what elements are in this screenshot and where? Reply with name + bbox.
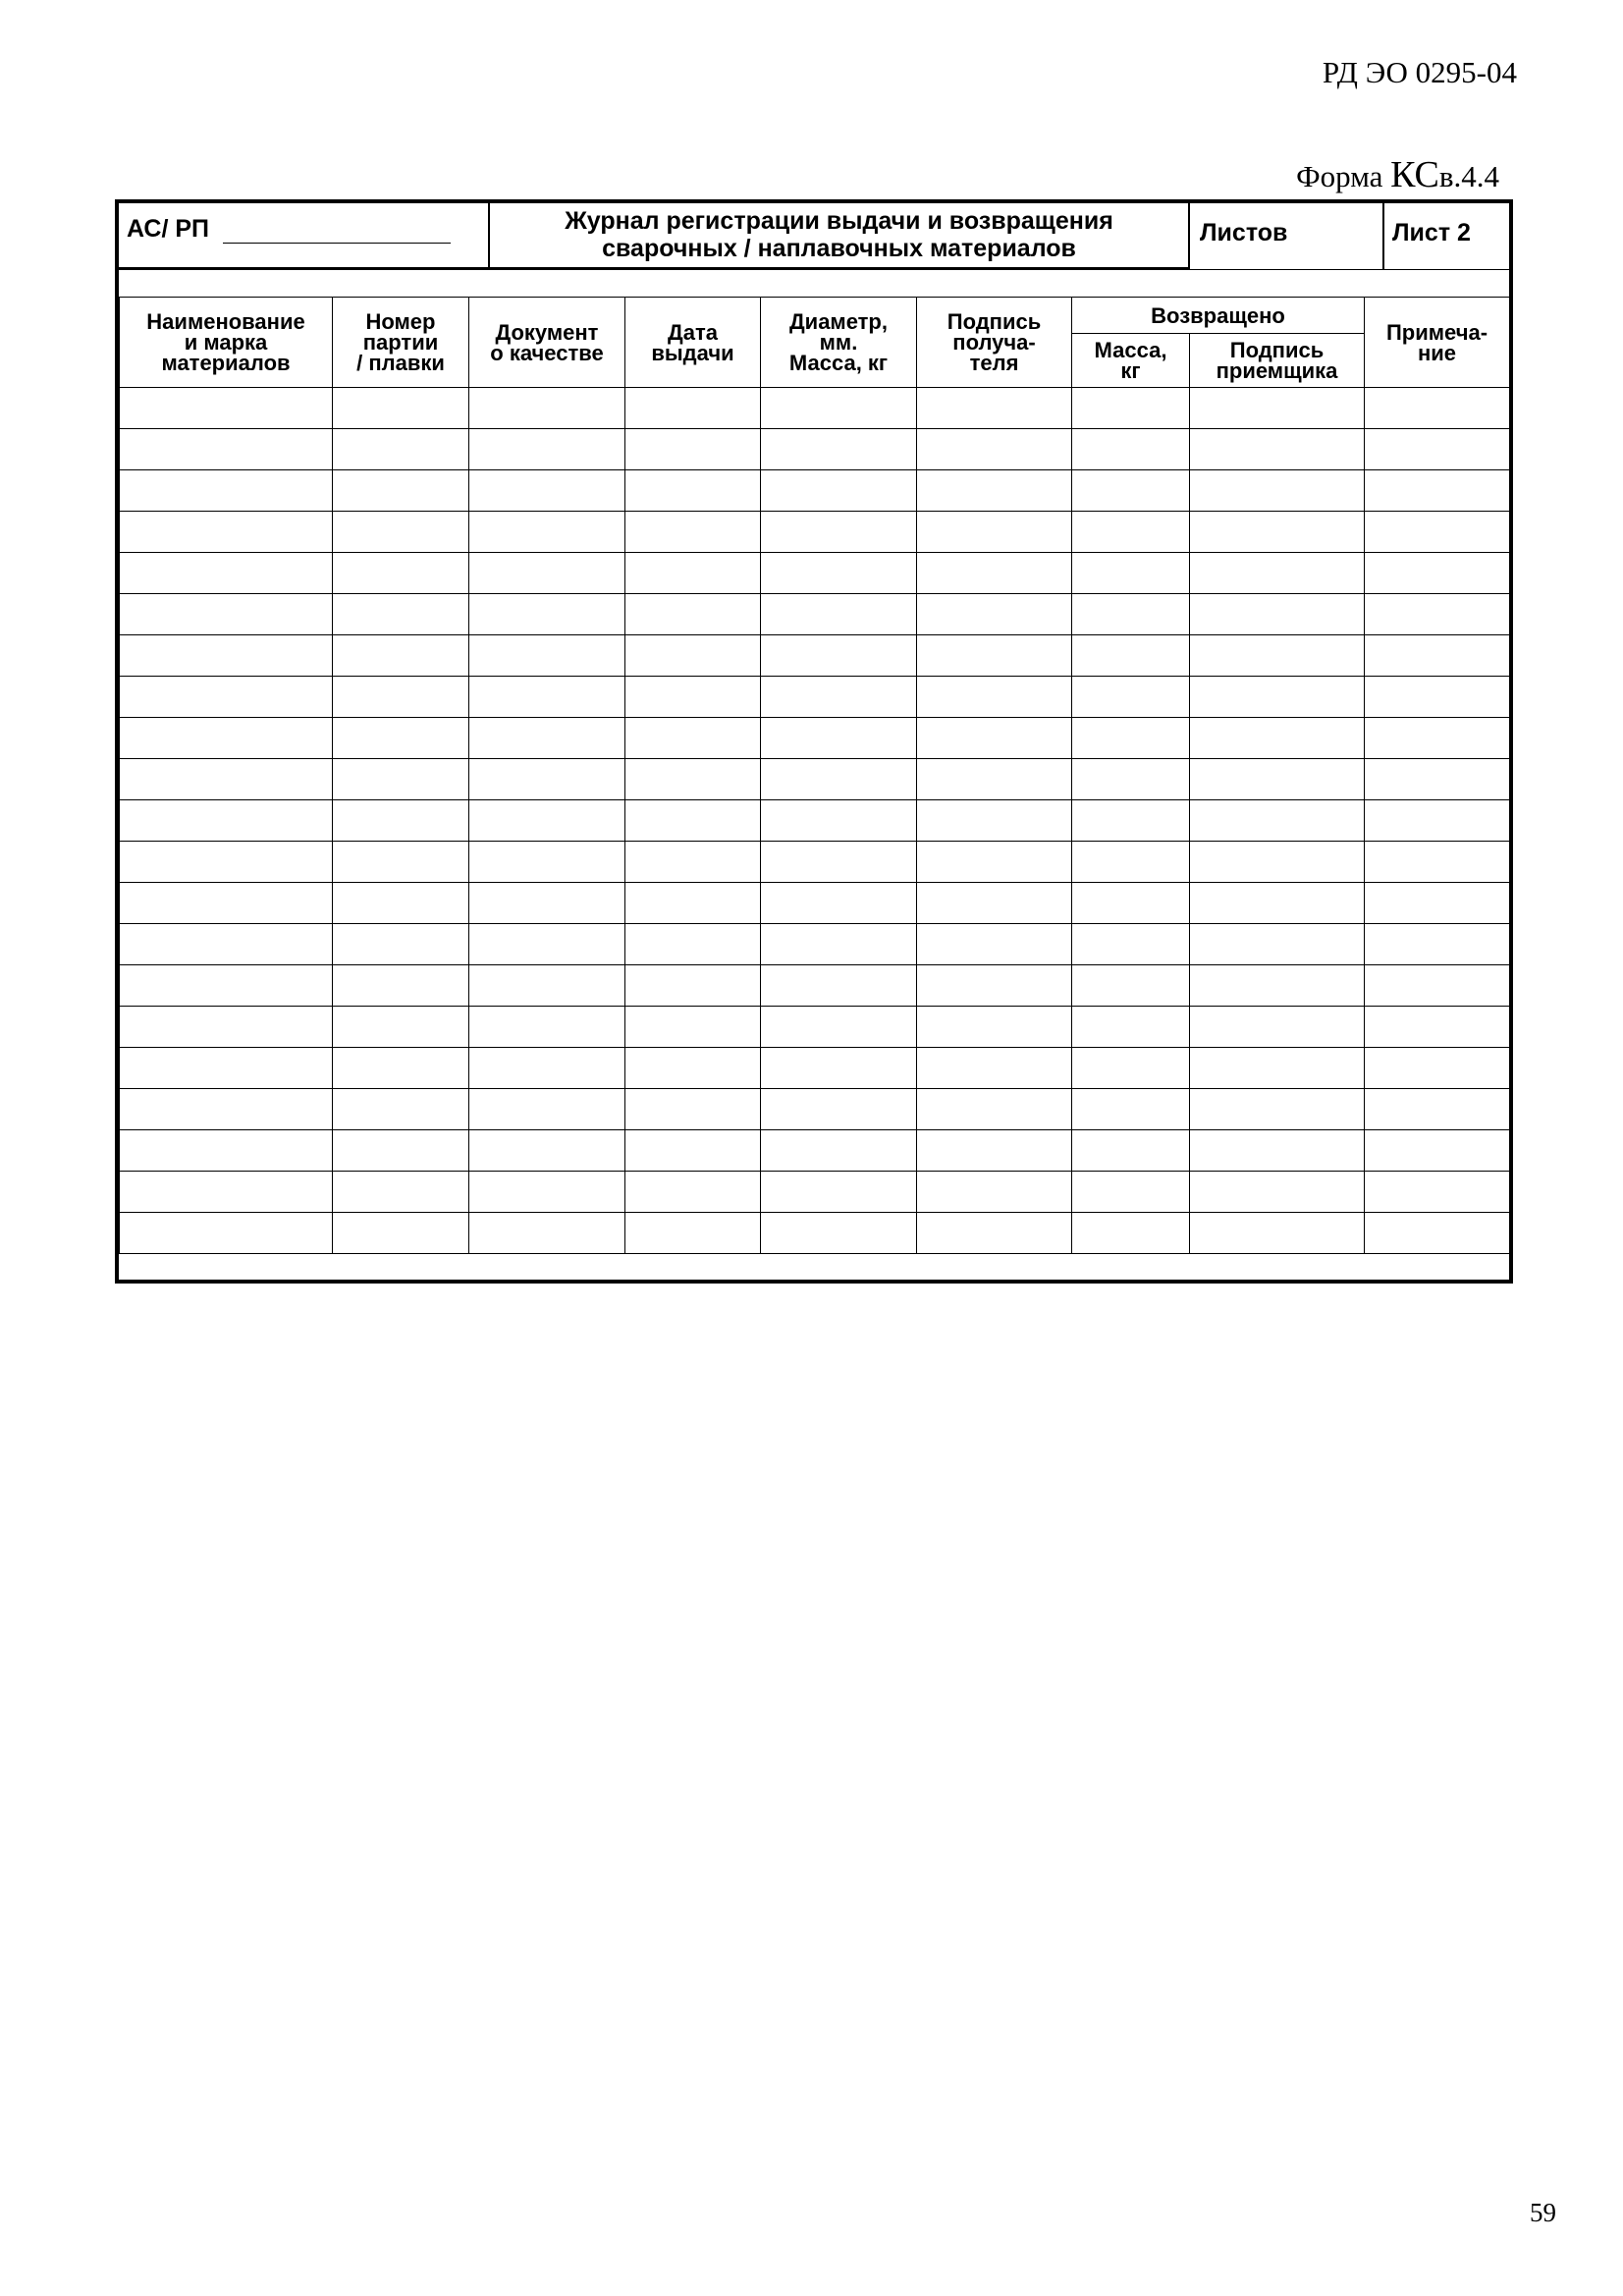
table-cell[interactable] bbox=[761, 1130, 917, 1172]
table-cell[interactable] bbox=[625, 388, 761, 429]
table-cell[interactable] bbox=[761, 842, 917, 883]
table-cell[interactable] bbox=[333, 883, 469, 924]
table-cell[interactable] bbox=[1072, 594, 1190, 635]
table-cell[interactable] bbox=[120, 718, 333, 759]
table-cell[interactable] bbox=[120, 677, 333, 718]
table-cell[interactable] bbox=[469, 759, 625, 800]
table-cell[interactable] bbox=[333, 800, 469, 842]
table-cell[interactable] bbox=[120, 1172, 333, 1213]
table-cell[interactable] bbox=[120, 924, 333, 965]
table-cell[interactable] bbox=[333, 429, 469, 470]
table-row bbox=[120, 759, 1510, 800]
table-cell[interactable] bbox=[761, 512, 917, 553]
table-cell[interactable] bbox=[625, 965, 761, 1007]
table-cell[interactable] bbox=[761, 759, 917, 800]
table-cell[interactable] bbox=[625, 718, 761, 759]
table-cell[interactable] bbox=[1365, 800, 1510, 842]
table-cell[interactable] bbox=[469, 388, 625, 429]
table-cell[interactable] bbox=[761, 388, 917, 429]
table-cell[interactable] bbox=[761, 677, 917, 718]
table-cell[interactable] bbox=[469, 1089, 625, 1130]
table-row bbox=[120, 512, 1510, 553]
table-cell[interactable] bbox=[761, 1172, 917, 1213]
table-cell[interactable] bbox=[333, 965, 469, 1007]
table-cell[interactable] bbox=[761, 800, 917, 842]
table-cell[interactable] bbox=[625, 470, 761, 512]
table-cell[interactable] bbox=[625, 677, 761, 718]
table-cell[interactable] bbox=[1072, 965, 1190, 1007]
table-cell[interactable] bbox=[917, 1213, 1072, 1254]
journal-table bbox=[119, 297, 1510, 1254]
table-cell[interactable] bbox=[469, 718, 625, 759]
table-cell[interactable] bbox=[1072, 512, 1190, 553]
table-cell[interactable] bbox=[625, 553, 761, 594]
table-cell[interactable] bbox=[625, 1089, 761, 1130]
table-cell[interactable] bbox=[625, 512, 761, 553]
table-cell[interactable] bbox=[625, 594, 761, 635]
table-cell[interactable] bbox=[1190, 1048, 1365, 1089]
table-cell[interactable] bbox=[761, 429, 917, 470]
table-cell[interactable] bbox=[625, 842, 761, 883]
column-header-acceptor-signature: Подпись приемщика bbox=[1190, 334, 1365, 388]
table-cell[interactable] bbox=[625, 1007, 761, 1048]
column-header-receiver-signature: Подпись получа- теля bbox=[917, 298, 1072, 388]
table-cell[interactable] bbox=[1365, 635, 1510, 677]
table-cell[interactable] bbox=[469, 1213, 625, 1254]
table-cell[interactable] bbox=[1190, 553, 1365, 594]
table-cell[interactable] bbox=[917, 512, 1072, 553]
table-cell[interactable] bbox=[917, 1172, 1072, 1213]
table-cell[interactable] bbox=[469, 924, 625, 965]
table-cell[interactable] bbox=[469, 800, 625, 842]
table-cell[interactable] bbox=[1190, 759, 1365, 800]
table-cell[interactable] bbox=[333, 842, 469, 883]
document-code: РД ЭО 0295-04 bbox=[1322, 55, 1517, 89]
table-cell[interactable] bbox=[761, 965, 917, 1007]
table-cell[interactable] bbox=[469, 1130, 625, 1172]
table-cell[interactable] bbox=[625, 1172, 761, 1213]
table-cell[interactable] bbox=[761, 1007, 917, 1048]
table-cell[interactable] bbox=[469, 594, 625, 635]
as-rp-label: АС/ РП bbox=[127, 215, 210, 243]
table-cell[interactable] bbox=[1365, 388, 1510, 429]
table-cell[interactable] bbox=[1365, 718, 1510, 759]
table-cell[interactable] bbox=[917, 924, 1072, 965]
table-row bbox=[120, 470, 1510, 512]
table-cell[interactable] bbox=[1190, 800, 1365, 842]
table-cell[interactable] bbox=[1190, 924, 1365, 965]
table-row bbox=[120, 635, 1510, 677]
table-cell[interactable] bbox=[761, 470, 917, 512]
table-cell[interactable] bbox=[761, 553, 917, 594]
table-cell[interactable] bbox=[625, 635, 761, 677]
table-cell[interactable] bbox=[1072, 1130, 1190, 1172]
table-cell[interactable] bbox=[469, 883, 625, 924]
table-cell[interactable] bbox=[761, 924, 917, 965]
table-cell[interactable] bbox=[1072, 759, 1190, 800]
table-cell[interactable] bbox=[333, 1089, 469, 1130]
table-cell[interactable] bbox=[1072, 1172, 1190, 1213]
table-cell[interactable] bbox=[761, 883, 917, 924]
table-cell[interactable] bbox=[120, 635, 333, 677]
table-row bbox=[120, 1130, 1510, 1172]
table-cell[interactable] bbox=[120, 759, 333, 800]
table-cell[interactable] bbox=[625, 883, 761, 924]
table-cell[interactable] bbox=[1190, 1089, 1365, 1130]
table-cell[interactable] bbox=[1190, 718, 1365, 759]
table-cell[interactable] bbox=[1365, 965, 1510, 1007]
table-cell[interactable] bbox=[120, 594, 333, 635]
table-cell[interactable] bbox=[1072, 718, 1190, 759]
table-cell[interactable] bbox=[333, 1048, 469, 1089]
table-cell[interactable] bbox=[917, 1130, 1072, 1172]
table-cell[interactable] bbox=[917, 553, 1072, 594]
table-cell[interactable] bbox=[1072, 429, 1190, 470]
table-header-row-1 bbox=[120, 298, 1510, 334]
table-cell[interactable] bbox=[1365, 594, 1510, 635]
table-row bbox=[120, 388, 1510, 429]
table-cell[interactable] bbox=[1365, 924, 1510, 965]
table-cell[interactable] bbox=[761, 594, 917, 635]
table-cell[interactable] bbox=[120, 388, 333, 429]
table-cell[interactable] bbox=[469, 470, 625, 512]
column-header-document: Документ о качестве bbox=[469, 298, 625, 388]
table-cell[interactable] bbox=[333, 1007, 469, 1048]
table-cell[interactable] bbox=[1190, 883, 1365, 924]
table-cell[interactable] bbox=[333, 759, 469, 800]
table-cell[interactable] bbox=[1190, 594, 1365, 635]
page-number: 59 bbox=[1530, 2198, 1556, 2227]
table-cell[interactable] bbox=[1365, 883, 1510, 924]
table-cell[interactable] bbox=[1365, 1007, 1510, 1048]
table-cell[interactable] bbox=[917, 965, 1072, 1007]
table-cell[interactable] bbox=[1072, 842, 1190, 883]
table-cell[interactable] bbox=[469, 677, 625, 718]
table-cell[interactable] bbox=[761, 718, 917, 759]
table-cell[interactable] bbox=[333, 553, 469, 594]
table-cell[interactable] bbox=[917, 429, 1072, 470]
table-row bbox=[120, 883, 1510, 924]
table-cell[interactable] bbox=[333, 388, 469, 429]
column-header-batch: Номер партии / плавки bbox=[333, 298, 469, 388]
table-row bbox=[120, 1007, 1510, 1048]
table-cell[interactable] bbox=[1365, 677, 1510, 718]
table-cell[interactable] bbox=[1190, 429, 1365, 470]
table-cell[interactable] bbox=[1072, 553, 1190, 594]
table-cell[interactable] bbox=[120, 1048, 333, 1089]
table-cell[interactable] bbox=[333, 718, 469, 759]
table-cell[interactable] bbox=[120, 512, 333, 553]
table-row bbox=[120, 1213, 1510, 1254]
table-cell[interactable] bbox=[761, 635, 917, 677]
column-header-date: Дата выдачи bbox=[625, 298, 761, 388]
form-code-prefix: Форма bbox=[1296, 159, 1391, 193]
table-cell[interactable] bbox=[120, 842, 333, 883]
table-cell[interactable] bbox=[1072, 924, 1190, 965]
table-cell[interactable] bbox=[917, 759, 1072, 800]
table-cell[interactable] bbox=[1365, 553, 1510, 594]
as-rp-cell bbox=[119, 203, 490, 270]
table-cell[interactable] bbox=[1190, 388, 1365, 429]
table-cell[interactable] bbox=[1190, 677, 1365, 718]
table-cell[interactable] bbox=[120, 553, 333, 594]
table-cell[interactable] bbox=[625, 429, 761, 470]
table-row bbox=[120, 1048, 1510, 1089]
table-cell[interactable] bbox=[1365, 1172, 1510, 1213]
table-cell[interactable] bbox=[469, 965, 625, 1007]
table-cell[interactable] bbox=[1365, 470, 1510, 512]
column-header-diameter: Диаметр, мм. Масса, кг bbox=[761, 298, 917, 388]
table-cell[interactable] bbox=[120, 470, 333, 512]
table-row bbox=[120, 594, 1510, 635]
table-cell[interactable] bbox=[625, 924, 761, 965]
table-row bbox=[120, 553, 1510, 594]
table-cell[interactable] bbox=[917, 388, 1072, 429]
table-cell[interactable] bbox=[625, 1048, 761, 1089]
table-row bbox=[120, 965, 1510, 1007]
table-cell[interactable] bbox=[917, 470, 1072, 512]
table-cell[interactable] bbox=[917, 635, 1072, 677]
table-cell[interactable] bbox=[469, 553, 625, 594]
table-cell[interactable] bbox=[1072, 388, 1190, 429]
table-cell[interactable] bbox=[1365, 1048, 1510, 1089]
table-cell[interactable] bbox=[469, 635, 625, 677]
table-cell[interactable] bbox=[1072, 1213, 1190, 1254]
table-cell[interactable] bbox=[333, 677, 469, 718]
table-cell[interactable] bbox=[917, 594, 1072, 635]
table-cell[interactable] bbox=[917, 883, 1072, 924]
table-cell[interactable] bbox=[1190, 512, 1365, 553]
form-code bbox=[1296, 153, 1499, 196]
sheets-count-cell: Листов bbox=[1190, 203, 1384, 270]
table-cell[interactable] bbox=[120, 1130, 333, 1172]
table-cell[interactable] bbox=[120, 429, 333, 470]
table-cell[interactable] bbox=[120, 1089, 333, 1130]
table-cell[interactable] bbox=[1190, 470, 1365, 512]
table-cell[interactable] bbox=[469, 512, 625, 553]
table-cell[interactable] bbox=[1072, 800, 1190, 842]
journal-table-body bbox=[120, 388, 1510, 1254]
table-cell[interactable] bbox=[625, 800, 761, 842]
table-cell[interactable] bbox=[917, 1007, 1072, 1048]
journal-form bbox=[115, 199, 1513, 1284]
table-cell[interactable] bbox=[469, 429, 625, 470]
table-cell[interactable] bbox=[1072, 1089, 1190, 1130]
table-row bbox=[120, 800, 1510, 842]
column-header-returned: Возвращено bbox=[1072, 298, 1365, 334]
table-cell[interactable] bbox=[761, 1048, 917, 1089]
table-cell[interactable] bbox=[333, 1130, 469, 1172]
table-cell[interactable] bbox=[333, 635, 469, 677]
table-cell[interactable] bbox=[917, 1048, 1072, 1089]
table-cell[interactable] bbox=[1072, 883, 1190, 924]
table-row bbox=[120, 1089, 1510, 1130]
table-cell[interactable] bbox=[1190, 1172, 1365, 1213]
table-cell[interactable] bbox=[1365, 1089, 1510, 1130]
table-cell[interactable] bbox=[1365, 842, 1510, 883]
table-cell[interactable] bbox=[1365, 512, 1510, 553]
column-header-note: Примеча- ние bbox=[1365, 298, 1510, 388]
as-rp-field[interactable] bbox=[223, 219, 451, 244]
table-cell[interactable] bbox=[917, 842, 1072, 883]
table-cell[interactable] bbox=[120, 1213, 333, 1254]
form-code-suffix: в.4.4 bbox=[1438, 159, 1499, 193]
table-cell[interactable] bbox=[1072, 1007, 1190, 1048]
table-cell[interactable] bbox=[333, 512, 469, 553]
table-cell[interactable] bbox=[1190, 1130, 1365, 1172]
table-row bbox=[120, 429, 1510, 470]
table-cell[interactable] bbox=[761, 1089, 917, 1130]
table-cell[interactable] bbox=[1072, 635, 1190, 677]
table-cell[interactable] bbox=[1190, 1213, 1365, 1254]
table-cell[interactable] bbox=[1190, 635, 1365, 677]
table-cell[interactable] bbox=[917, 800, 1072, 842]
table-cell[interactable] bbox=[333, 924, 469, 965]
table-cell[interactable] bbox=[1365, 1130, 1510, 1172]
table-cell[interactable] bbox=[120, 800, 333, 842]
table-cell[interactable] bbox=[469, 1048, 625, 1089]
table-cell[interactable] bbox=[333, 1213, 469, 1254]
table-cell[interactable] bbox=[1365, 429, 1510, 470]
sheet-number-cell: Лист 2 bbox=[1384, 203, 1509, 270]
table-row bbox=[120, 718, 1510, 759]
table-row bbox=[120, 842, 1510, 883]
table-cell[interactable] bbox=[1190, 1007, 1365, 1048]
column-header-returned-mass: Масса, кг bbox=[1072, 334, 1190, 388]
form-code-letters: КС bbox=[1390, 154, 1439, 195]
table-cell[interactable] bbox=[1365, 759, 1510, 800]
table-cell[interactable] bbox=[333, 470, 469, 512]
table-cell[interactable] bbox=[120, 1007, 333, 1048]
journal-title-line-1: Журнал регистрации выдачи и возвращения bbox=[565, 207, 1113, 235]
table-cell[interactable] bbox=[469, 1007, 625, 1048]
table-cell[interactable] bbox=[469, 842, 625, 883]
table-row bbox=[120, 1172, 1510, 1213]
table-cell[interactable] bbox=[625, 759, 761, 800]
journal-title-line-2: сварочных / наплавочных материалов bbox=[602, 235, 1076, 262]
table-cell[interactable] bbox=[1190, 842, 1365, 883]
table-cell[interactable] bbox=[917, 677, 1072, 718]
column-header-name: Наименование и марка материалов bbox=[120, 298, 333, 388]
table-cell[interactable] bbox=[469, 1172, 625, 1213]
table-cell[interactable] bbox=[625, 1130, 761, 1172]
table-cell[interactable] bbox=[1365, 1213, 1510, 1254]
table-cell[interactable] bbox=[761, 1213, 917, 1254]
table-cell[interactable] bbox=[333, 1172, 469, 1213]
table-row bbox=[120, 924, 1510, 965]
table-cell[interactable] bbox=[917, 718, 1072, 759]
table-cell[interactable] bbox=[1190, 965, 1365, 1007]
table-cell[interactable] bbox=[917, 1089, 1072, 1130]
table-cell[interactable] bbox=[120, 883, 333, 924]
table-cell[interactable] bbox=[625, 1213, 761, 1254]
journal-title bbox=[490, 203, 1190, 270]
form-title-bar bbox=[119, 203, 1509, 270]
table-cell[interactable] bbox=[1072, 677, 1190, 718]
table-row bbox=[120, 677, 1510, 718]
table-cell[interactable] bbox=[333, 594, 469, 635]
table-cell[interactable] bbox=[120, 965, 333, 1007]
table-cell[interactable] bbox=[1072, 470, 1190, 512]
table-cell[interactable] bbox=[1072, 1048, 1190, 1089]
